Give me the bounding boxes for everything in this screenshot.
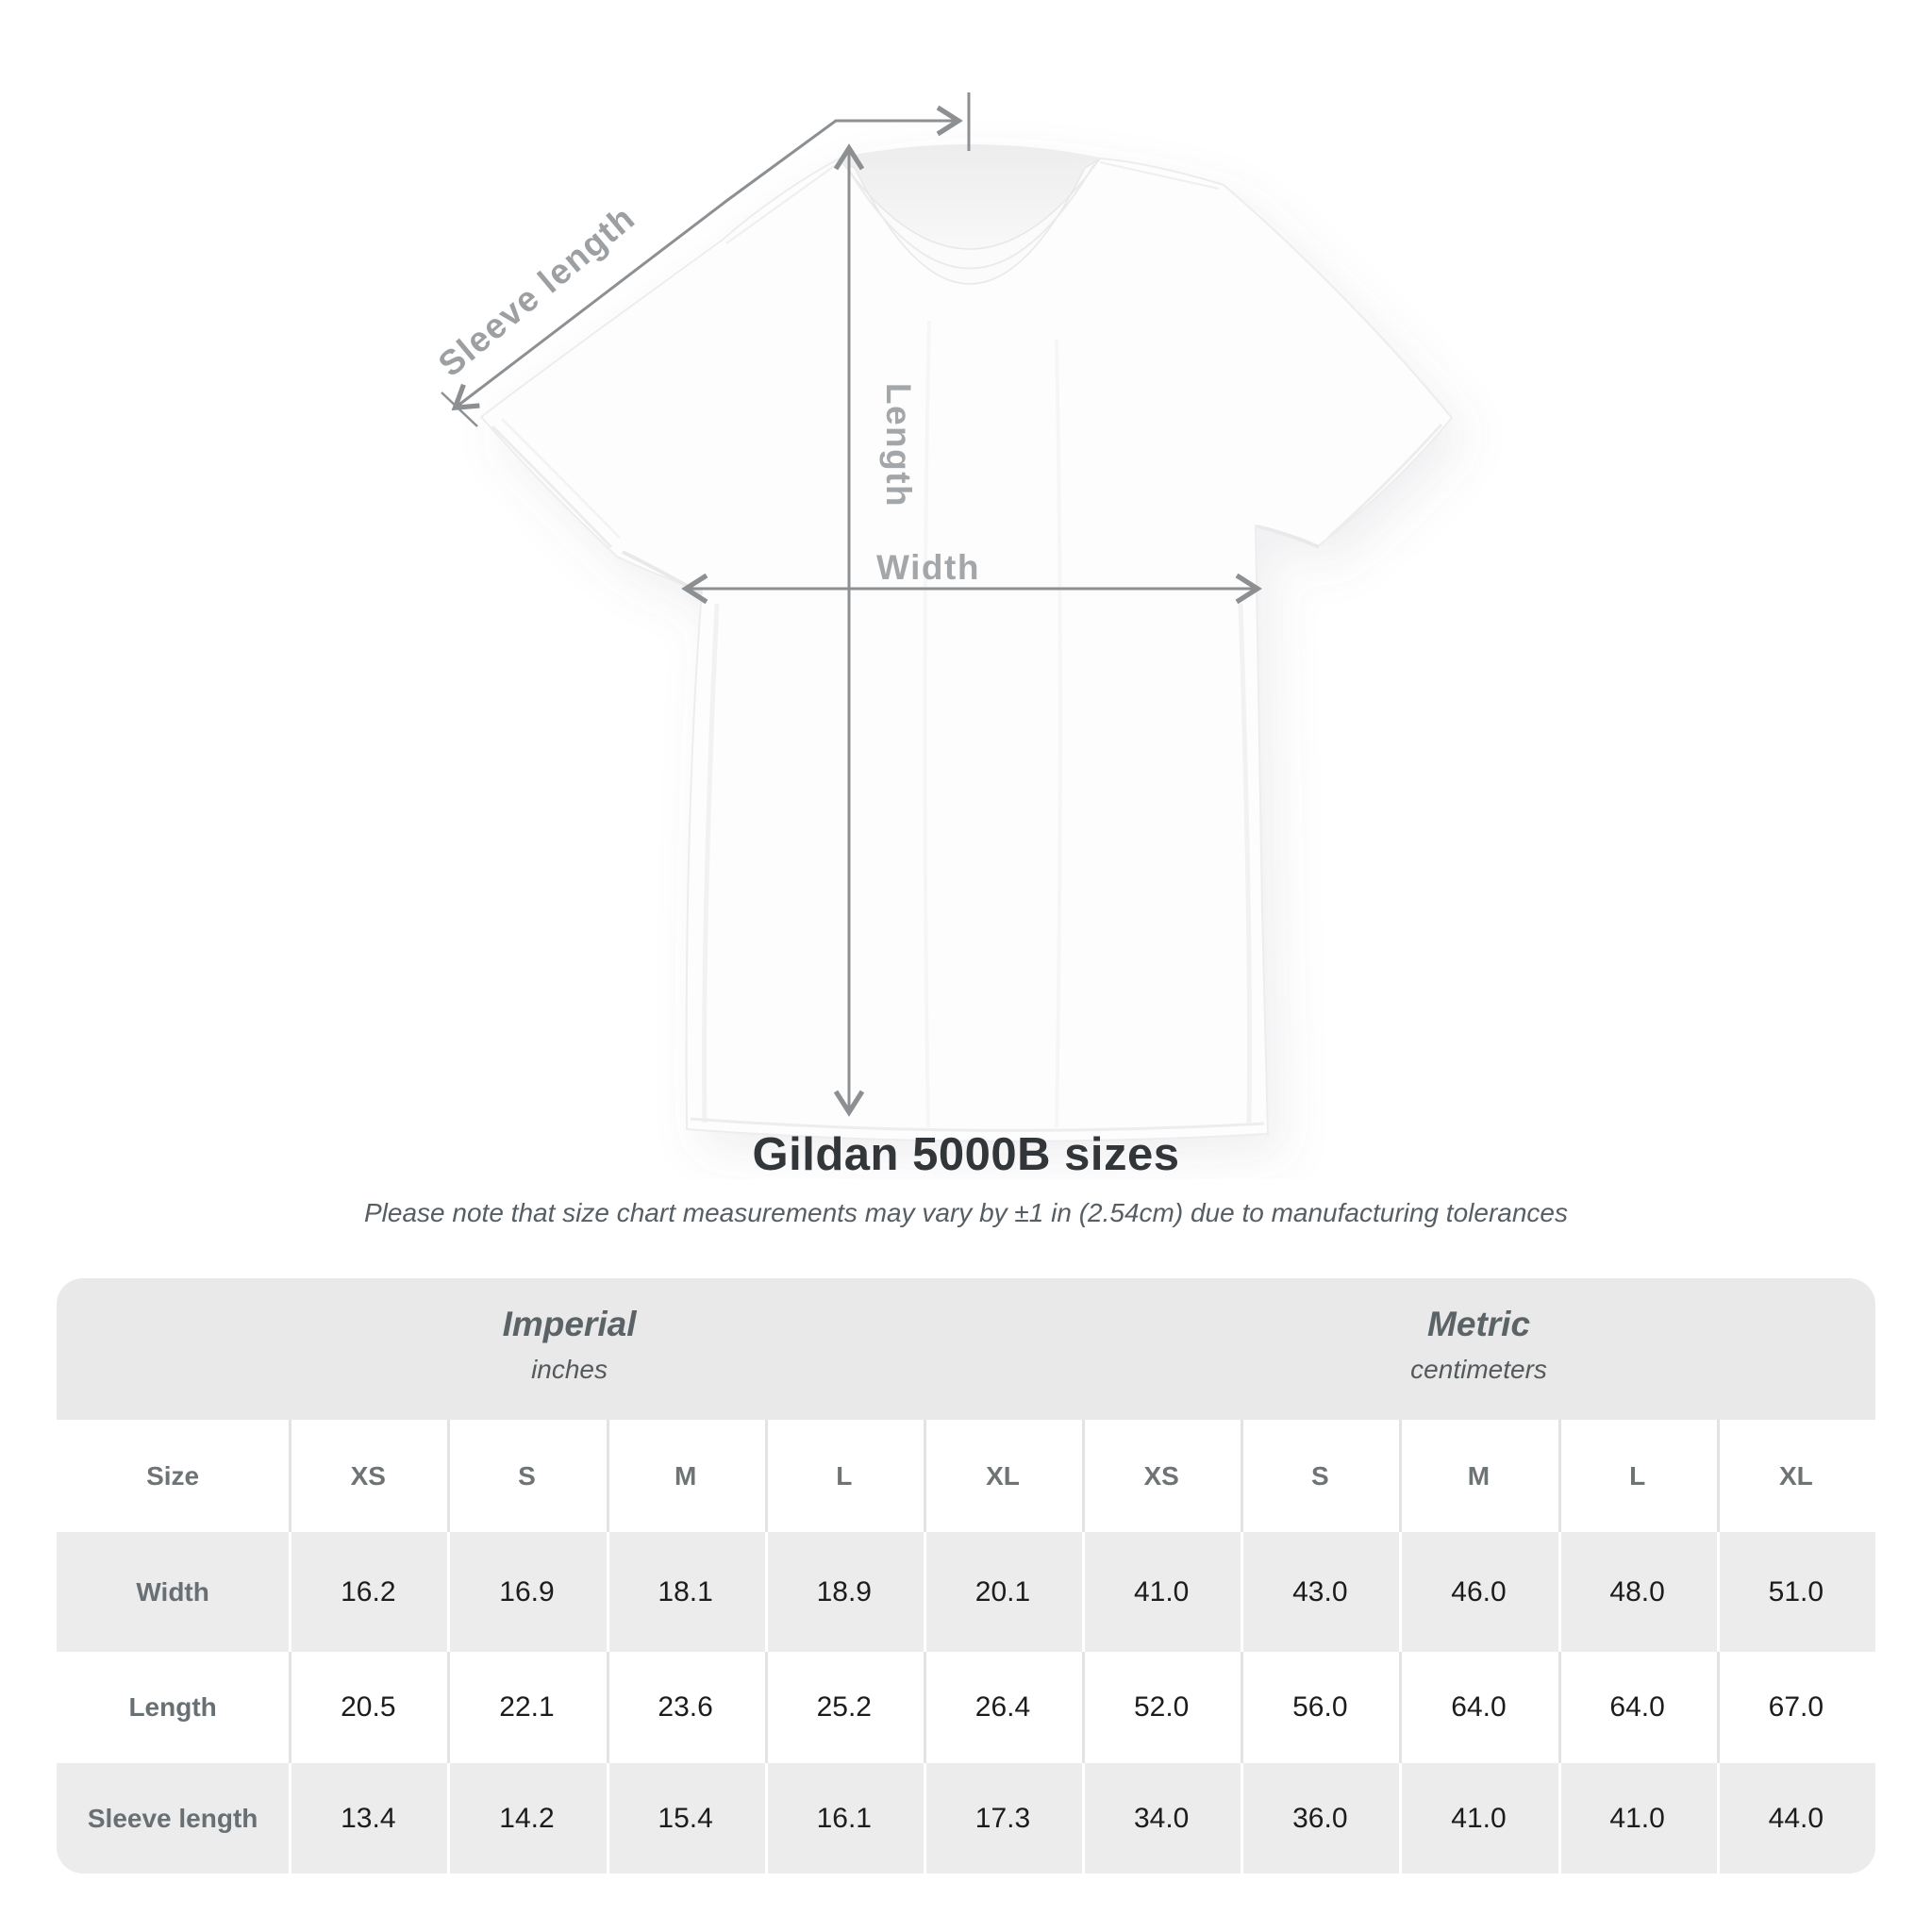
- column-header-imperial-xs: XS: [289, 1420, 447, 1532]
- column-header-imperial-xl: XL: [924, 1420, 1082, 1532]
- sleeve-extension-line: [441, 392, 477, 426]
- column-header-imperial-l: L: [765, 1420, 924, 1532]
- sleeve-imperial-s: 14.2: [447, 1763, 606, 1874]
- metric-units: centimeters: [1410, 1354, 1547, 1384]
- width-imperial-m: 18.1: [607, 1532, 765, 1652]
- width-metric-m: 46.0: [1399, 1532, 1557, 1652]
- width-imperial-xs: 16.2: [289, 1532, 447, 1652]
- metric-group-header: [1082, 1278, 1875, 1420]
- sleeve-imperial-l: 16.1: [765, 1763, 924, 1874]
- column-header-metric-xl: XL: [1717, 1420, 1875, 1532]
- length-imperial-xl: 26.4: [924, 1652, 1082, 1763]
- sleeve-imperial-xl: 17.3: [924, 1763, 1082, 1874]
- length-metric-s: 56.0: [1241, 1652, 1399, 1763]
- size-header: Size: [57, 1420, 289, 1532]
- imperial-label: Imperial: [502, 1304, 637, 1343]
- column-header-metric-l: L: [1558, 1420, 1717, 1532]
- table-row-sleeve-length: [57, 1763, 1875, 1874]
- column-header-metric-xs: XS: [1082, 1420, 1241, 1532]
- column-header-imperial-m: M: [607, 1420, 765, 1532]
- row-label-length: Length: [57, 1652, 289, 1763]
- length-label: Length: [879, 382, 918, 508]
- column-header-metric-m: M: [1399, 1420, 1557, 1532]
- length-metric-m: 64.0: [1399, 1652, 1557, 1763]
- width-imperial-l: 18.9: [765, 1532, 924, 1652]
- sleeve-length-label: Sleeve length: [430, 197, 642, 385]
- sleeve-metric-s: 36.0: [1241, 1763, 1399, 1874]
- row-label-sleeve-length: Sleeve length: [57, 1763, 289, 1874]
- width-imperial-s: 16.9: [447, 1532, 606, 1652]
- metric-label: Metric: [1427, 1304, 1531, 1343]
- size-header-row: [57, 1420, 1875, 1532]
- sleeve-imperial-m: 15.4: [607, 1763, 765, 1874]
- length-imperial-l: 25.2: [765, 1652, 924, 1763]
- column-header-imperial-s: S: [447, 1420, 606, 1532]
- tshirt-image: [481, 145, 1452, 1141]
- length-metric-xl: 67.0: [1717, 1652, 1875, 1763]
- column-header-metric-s: S: [1241, 1420, 1399, 1532]
- imperial-units: inches: [531, 1354, 608, 1384]
- row-label-width: Width: [57, 1532, 289, 1652]
- width-metric-xs: 41.0: [1082, 1532, 1241, 1652]
- sleeve-metric-xs: 34.0: [1082, 1763, 1241, 1874]
- width-metric-xl: 51.0: [1717, 1532, 1875, 1652]
- table-row-width: [57, 1532, 1875, 1652]
- sleeve-metric-l: 41.0: [1558, 1763, 1717, 1874]
- length-metric-l: 64.0: [1558, 1652, 1717, 1763]
- width-metric-s: 43.0: [1241, 1532, 1399, 1652]
- table-row-length: [57, 1652, 1875, 1763]
- tolerance-note: Please note that size chart measurements may vary by ±1 in (2.54cm) due to manufacturing tolerances: [364, 1198, 1568, 1227]
- sleeve-metric-m: 41.0: [1399, 1763, 1557, 1874]
- width-imperial-xl: 20.1: [924, 1532, 1082, 1652]
- width-label: Width: [876, 548, 980, 587]
- length-imperial-s: 22.1: [447, 1652, 606, 1763]
- width-metric-l: 48.0: [1558, 1532, 1717, 1652]
- unit-group-header-row: [57, 1278, 1875, 1420]
- length-imperial-xs: 20.5: [289, 1652, 447, 1763]
- page-title: Gildan 5000B sizes: [752, 1129, 1180, 1180]
- imperial-group-header: [57, 1278, 1082, 1420]
- size-table: [57, 1278, 1875, 1874]
- length-metric-xs: 52.0: [1082, 1652, 1241, 1763]
- sleeve-imperial-xs: 13.4: [289, 1763, 447, 1874]
- sleeve-metric-xl: 44.0: [1717, 1763, 1875, 1874]
- length-imperial-m: 23.6: [607, 1652, 765, 1763]
